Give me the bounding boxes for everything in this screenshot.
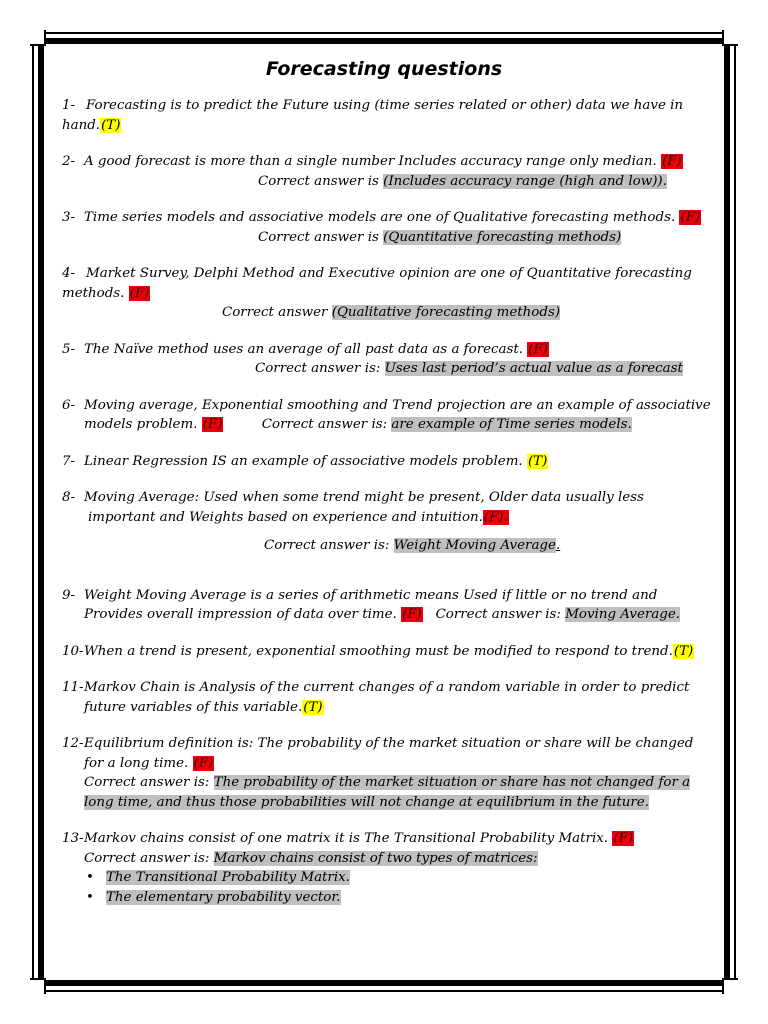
bullet-text: The Transitional Probability Matrix.: [106, 870, 350, 885]
border-corner: [722, 978, 738, 994]
question-9: [62, 586, 712, 625]
question-number: 8-: [62, 490, 76, 505]
question-4: [62, 264, 712, 323]
answer-mark-false: (F): [680, 210, 701, 225]
question-12: [62, 734, 712, 812]
question-text: Forecasting is to predict the Future using (time series related or other) data we have in hand.: [62, 98, 684, 133]
question-number: 4-: [62, 266, 76, 281]
correct-answer-label: Correct answer is: [258, 173, 379, 189]
correct-answer-label: Correct answer is:: [84, 850, 210, 866]
question-number: 12-: [62, 736, 84, 751]
list-item: [84, 868, 712, 888]
question-number: 10-: [62, 643, 84, 659]
question-13: [62, 829, 712, 868]
correct-answer-label: Correct answer is:: [84, 775, 210, 790]
question-5: [62, 340, 712, 379]
border-corner: [30, 30, 46, 46]
question-text: A good forecast is more than a single number Includes accuracy range only median.: [84, 154, 657, 169]
question-1: [62, 96, 712, 135]
answer-mark-false: (F): [528, 341, 549, 357]
answer-mark-false: (F): [661, 154, 682, 169]
answer-mark-true: (T): [303, 699, 323, 715]
question-number: 13-: [62, 831, 84, 846]
question-text: Markov chains consist of one matrix it is The Transitional Probability Matrix.: [84, 831, 609, 846]
question-11: [62, 678, 712, 717]
bullet-text: The elementary probability vector.: [106, 889, 341, 905]
question-text: The Naïve method uses an average of all past data as a forecast.: [84, 341, 524, 357]
correct-answer: Uses last period’s actual value as a forecast: [384, 361, 683, 376]
correct-answer-label: Correct answer: [222, 305, 328, 320]
answer-mark-false: (F): [613, 831, 634, 846]
border-corner: [30, 978, 46, 994]
correct-answer-label: Correct answer is:: [435, 607, 561, 622]
question-10: [62, 642, 712, 662]
answer-mark-true: (T): [673, 643, 694, 659]
correct-answer: Moving Average.: [565, 607, 681, 622]
question-number: 1-: [62, 98, 76, 113]
answer-mark-false: (F): [193, 755, 214, 771]
answer-mark-false: (F): [202, 417, 223, 432]
correct-answer: The probability of the market situation or share has not changed for a long time, and thus those probabilities will not change at equilibrium in the future.: [84, 775, 691, 810]
question-text: Moving Average: Used when some trend might be present, Older data usually less important and Weights based on experience and intuition.: [84, 490, 644, 525]
question-number: 11-: [62, 680, 84, 695]
correct-answer: (Includes accuracy range (high and low)).: [383, 173, 667, 189]
question-number: 2-: [62, 154, 76, 169]
correct-answer: (Qualitative forecasting methods): [331, 305, 561, 320]
question-2: [62, 152, 712, 191]
correct-answer-label: Correct answer is: [258, 229, 379, 245]
question-text: When a trend is present, exponential smoothing must be modified to respond to trend.: [84, 643, 673, 659]
question-list: [62, 96, 712, 907]
question-text: Markov Chain is Analysis of the current changes of a random variable in order to predict future variables of this variable.: [84, 680, 690, 715]
list-item: [84, 888, 712, 908]
question-text: Equilibrium definition is: The probability of the market situation or share will be changed for a long time.: [84, 736, 694, 771]
question-6: [62, 396, 712, 435]
question-number: 3-: [62, 210, 76, 225]
answer-bullet-list: [62, 868, 712, 907]
correct-answer-label: Correct answer is:: [261, 417, 388, 432]
question-text: Time series models and associative models are one of Qualitative forecasting methods.: [84, 210, 676, 225]
page-title: Forecasting questions: [265, 58, 503, 80]
correct-answer-label: Correct answer is:: [255, 361, 381, 376]
answer-suffix: .: [555, 538, 561, 553]
correct-answer: Weight Moving Average: [393, 538, 556, 553]
correct-answer: are example of Time series models.: [391, 417, 632, 432]
correct-answer: (Quantitative forecasting methods): [383, 229, 622, 245]
question-number: 6-: [62, 397, 76, 413]
question-8: [62, 488, 712, 556]
answer-mark-false: (F): [129, 285, 150, 301]
question-text: Linear Regression IS an example of associative models problem.: [84, 453, 523, 469]
answer-mark-true: (T): [101, 117, 121, 133]
question-7: [62, 452, 712, 472]
answer-mark-true: (T): [527, 453, 548, 469]
border-corner: [722, 30, 738, 46]
question-3: [62, 208, 712, 247]
question-number: 7-: [62, 453, 76, 469]
answer-mark-false: (F): [402, 607, 422, 622]
correct-answer: Markov chains consist of two types of matrices:: [213, 850, 538, 866]
correct-answer-label: Correct answer is:: [264, 538, 390, 553]
question-text: Market Survey, Delphi Method and Executive opinion are one of Quantitative forecasting methods.: [62, 266, 692, 301]
question-number: 5-: [62, 341, 76, 357]
question-text: Moving average, Exponential smoothing and Trend projection are an example of associative models problem.: [84, 397, 711, 432]
question-text: Weight Moving Average is a series of arithmetic means Used if little or no trend and Provides overall impression of data over time.: [84, 587, 658, 622]
answer-mark-false: (F).: [483, 509, 508, 525]
question-number: 9-: [62, 587, 76, 603]
